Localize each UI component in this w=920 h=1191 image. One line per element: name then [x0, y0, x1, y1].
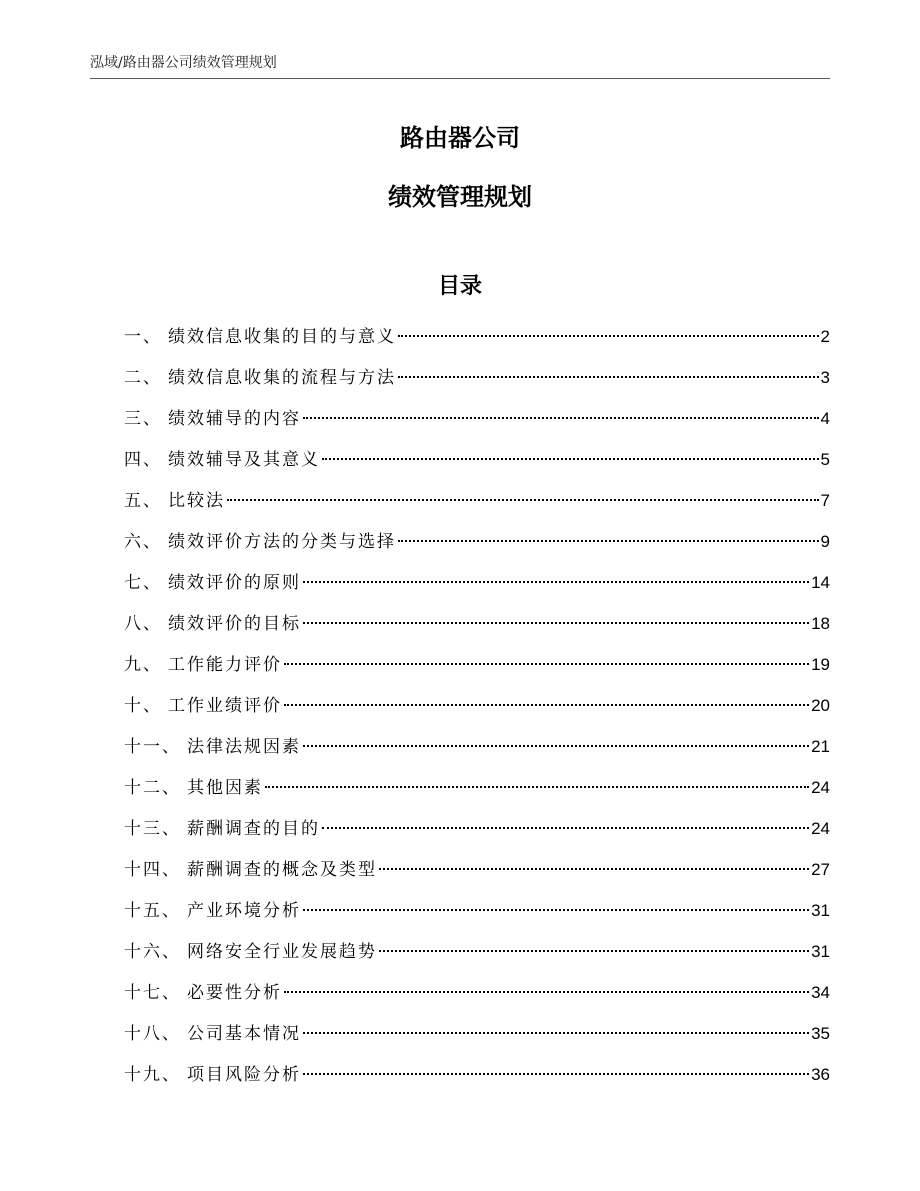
toc-entry-title: 绩效辅导的内容 [168, 409, 301, 429]
toc-entry-page: 24 [811, 778, 830, 797]
toc-entry[interactable] [124, 484, 830, 525]
toc-dot-leader [398, 376, 819, 378]
document-title-line-2: 绩效管理规划 [388, 183, 532, 211]
toc-entry-page: 19 [811, 655, 830, 674]
toc-entry-number: 二、 [124, 368, 162, 388]
toc-dot-leader [398, 540, 819, 542]
toc-dot-leader [227, 499, 819, 501]
toc-dot-leader [322, 827, 809, 829]
toc-entry-page: 27 [811, 860, 830, 879]
toc-entry-title: 绩效评价方法的分类与选择 [168, 532, 396, 552]
toc-entry-number: 四、 [124, 450, 162, 470]
toc-dot-leader [379, 868, 809, 870]
toc-entry-number: 十六、 [124, 942, 181, 962]
toc-dot-leader [284, 704, 809, 706]
toc-heading: 目录 [437, 274, 482, 299]
toc-entry-page: 35 [811, 1024, 830, 1043]
toc-entry-number: 七、 [124, 573, 162, 593]
toc-dot-leader [398, 335, 819, 337]
toc-dot-leader [322, 458, 819, 460]
toc-entry-title: 其他因素 [187, 778, 263, 798]
toc-entry-page: 3 [820, 368, 830, 387]
toc-entry-title: 绩效信息收集的目的与意义 [168, 327, 396, 347]
toc-dot-leader [303, 622, 809, 624]
running-header: 泓域/路由器公司绩效管理规划 [90, 55, 277, 71]
toc-entry-number: 十八、 [124, 1024, 181, 1044]
toc-entry-page: 34 [811, 983, 830, 1002]
toc-entry-title: 产业环境分析 [187, 901, 301, 921]
toc-entry-number: 十四、 [124, 860, 181, 880]
toc-entry-number: 八、 [124, 614, 162, 634]
toc-entry-title: 比较法 [168, 491, 225, 511]
toc-entry[interactable] [124, 730, 830, 771]
toc-entry[interactable] [124, 976, 830, 1017]
toc-entry-page: 20 [811, 696, 830, 715]
toc-entry-page: 24 [811, 819, 830, 838]
toc-entry-page: 14 [811, 573, 830, 592]
toc-entry-page: 4 [820, 409, 830, 428]
toc-entry-page: 21 [811, 737, 830, 756]
toc-dot-leader [379, 950, 809, 952]
toc-entry-number: 十七、 [124, 983, 181, 1003]
toc-dot-leader [303, 581, 809, 583]
toc-dot-leader [284, 663, 809, 665]
toc-entry[interactable] [124, 689, 830, 730]
toc-entry-number: 十、 [124, 696, 162, 716]
toc-entry-page: 31 [811, 942, 830, 961]
toc-entry-page: 7 [820, 491, 830, 510]
toc-entry-title: 绩效信息收集的流程与方法 [168, 368, 396, 388]
toc-entry-title: 工作业绩评价 [168, 696, 282, 716]
toc-entry[interactable] [124, 607, 830, 648]
toc-entry-page: 18 [811, 614, 830, 633]
table-of-contents [124, 320, 830, 1099]
toc-entry-title: 公司基本情况 [187, 1024, 301, 1044]
toc-entry-title: 项目风险分析 [187, 1065, 301, 1085]
toc-entry-title: 网络安全行业发展趋势 [187, 942, 377, 962]
toc-entry-title: 工作能力评价 [168, 655, 282, 675]
toc-entry-title: 绩效评价的原则 [168, 573, 301, 593]
toc-entry-title: 薪酬调查的目的 [187, 819, 320, 839]
toc-entry-page: 9 [820, 532, 830, 551]
toc-entry-number: 十二、 [124, 778, 181, 798]
toc-entry[interactable] [124, 443, 830, 484]
toc-entry[interactable] [124, 935, 830, 976]
toc-dot-leader [265, 786, 809, 788]
toc-entry-title: 绩效辅导及其意义 [168, 450, 320, 470]
toc-entry-number: 十九、 [124, 1065, 181, 1085]
toc-entry-page: 2 [820, 327, 830, 346]
toc-entry[interactable] [124, 525, 830, 566]
toc-entry-page: 31 [811, 901, 830, 920]
toc-entry-number: 五、 [124, 491, 162, 511]
document-title-line-1: 路由器公司 [400, 124, 520, 152]
toc-entry[interactable] [124, 320, 830, 361]
toc-entry-number: 十一、 [124, 737, 181, 757]
toc-entry[interactable] [124, 566, 830, 607]
toc-entry[interactable] [124, 771, 830, 812]
toc-entry[interactable] [124, 361, 830, 402]
toc-entry-page: 36 [811, 1065, 830, 1084]
toc-dot-leader [303, 745, 809, 747]
toc-entry-number: 十三、 [124, 819, 181, 839]
toc-entry-number: 六、 [124, 532, 162, 552]
toc-entry-title: 必要性分析 [187, 983, 282, 1003]
toc-entry-page: 5 [820, 450, 830, 469]
toc-entry-number: 十五、 [124, 901, 181, 921]
toc-entry[interactable] [124, 648, 830, 689]
toc-dot-leader [303, 1032, 809, 1034]
toc-entry-title: 法律法规因素 [187, 737, 301, 757]
toc-entry-title: 绩效评价的目标 [168, 614, 301, 634]
toc-entry-number: 三、 [124, 409, 162, 429]
toc-entry-title: 薪酬调查的概念及类型 [187, 860, 377, 880]
toc-entry-number: 一、 [124, 327, 162, 347]
toc-entry[interactable] [124, 894, 830, 935]
toc-dot-leader [303, 417, 819, 419]
toc-entry[interactable] [124, 853, 830, 894]
toc-entry[interactable] [124, 1017, 830, 1058]
toc-entry[interactable] [124, 812, 830, 853]
toc-entry[interactable] [124, 402, 830, 443]
toc-entry-number: 九、 [124, 655, 162, 675]
toc-entry[interactable] [124, 1058, 830, 1099]
toc-dot-leader [303, 909, 809, 911]
header-divider [90, 78, 830, 79]
toc-dot-leader [303, 1073, 809, 1075]
toc-dot-leader [284, 991, 809, 993]
